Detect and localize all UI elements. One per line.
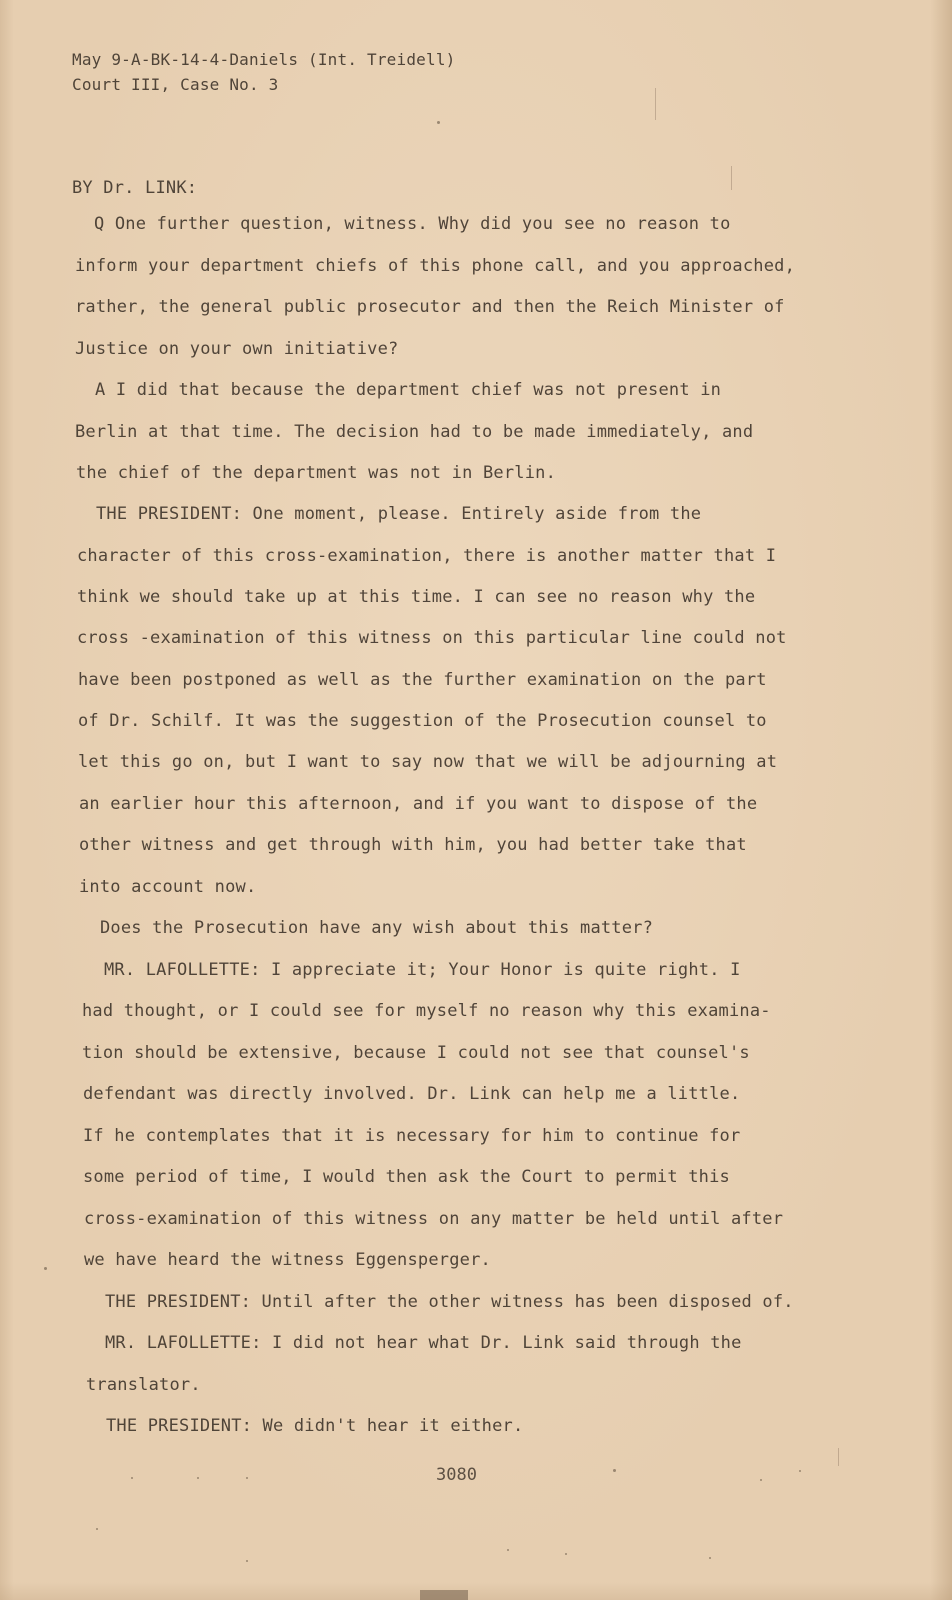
paper-speck [709, 1557, 711, 1559]
paper-speck [44, 1267, 47, 1270]
text-line: of Dr. Schilf. It was the suggestion of the Prosecution counsel to [78, 711, 767, 731]
text-line: Does the Prosecution have any wish about this matter? [100, 918, 654, 938]
header-line-2: Court III, Case No. 3 [72, 75, 279, 94]
paper-mark [655, 88, 656, 120]
header-line-1: May 9-A-BK-14-4-Daniels (Int. Treidell) [72, 50, 456, 69]
text-line: character of this cross-examination, there is another matter that I [77, 546, 777, 566]
text-line: tion should be extensive, because I could not see that counsel's [82, 1043, 750, 1063]
text-line: have been postponed as well as the further examination on the part [78, 670, 767, 690]
text-line: some period of time, I would then ask the Court to permit this [83, 1167, 730, 1187]
text-line: we have heard the witness Eggensperger. [84, 1250, 491, 1270]
paper-speck [507, 1549, 509, 1551]
text-line: let this go on, but I want to say now that we will be adjourning at [78, 752, 778, 772]
page-number: 3080 [436, 1465, 477, 1485]
paper-speck [131, 1477, 133, 1479]
text-line: MR. LAFOLLETTE: I did not hear what Dr. Link said through the [105, 1333, 742, 1353]
text-line: other witness and get through with him, you had better take that [79, 835, 747, 855]
text-line: cross -examination of this witness on this particular line could not [77, 628, 787, 648]
paper-speck [96, 1528, 98, 1530]
paper-speck [799, 1470, 801, 1472]
text-line: A I did that because the department chief was not present in [95, 380, 722, 400]
text-line: cross-examination of this witness on any matter be held until after [84, 1209, 784, 1229]
text-line: Justice on your own initiative? [75, 339, 399, 359]
text-line: inform your department chiefs of this phone call, and you approached, [75, 256, 796, 276]
text-line: defendant was directly involved. Dr. Link can help me a little. [83, 1084, 741, 1104]
text-line: THE PRESIDENT: Until after the other witness has been disposed of. [105, 1292, 794, 1312]
paper-mark [420, 1590, 468, 1600]
paper-speck [760, 1479, 762, 1481]
text-line: translator. [86, 1375, 201, 1395]
text-line: If he contemplates that it is necessary for him to continue for [83, 1126, 741, 1146]
text-line: into account now. [79, 877, 257, 897]
text-line: rather, the general public prosecutor and then the Reich Minister of [75, 297, 785, 317]
paper-speck [197, 1477, 199, 1479]
paper-speck [246, 1560, 248, 1562]
paper-speck [437, 121, 440, 124]
examiner-heading: BY Dr. LINK: [72, 178, 198, 198]
paper-speck [246, 1477, 248, 1479]
paper-speck [565, 1553, 567, 1555]
paper-speck [613, 1469, 616, 1472]
text-line: THE PRESIDENT: One moment, please. Entirely aside from the [96, 504, 702, 524]
text-line: MR. LAFOLLETTE: I appreciate it; Your Honor is quite right. I [104, 960, 741, 980]
text-line: Q One further question, witness. Why did you see no reason to [94, 214, 731, 234]
paper-mark [838, 1448, 839, 1466]
text-line: think we should take up at this time. I can see no reason why the [77, 587, 756, 607]
text-line: THE PRESIDENT: We didn't hear it either. [106, 1416, 524, 1436]
paper-mark [731, 166, 732, 190]
text-line: Berlin at that time. The decision had to be made immediately, and [75, 422, 754, 442]
text-line: had thought, or I could see for myself no reason why this examina- [82, 1001, 771, 1021]
text-line: an earlier hour this afternoon, and if you want to dispose of the [79, 794, 758, 814]
text-line: the chief of the department was not in Berlin. [76, 463, 557, 483]
